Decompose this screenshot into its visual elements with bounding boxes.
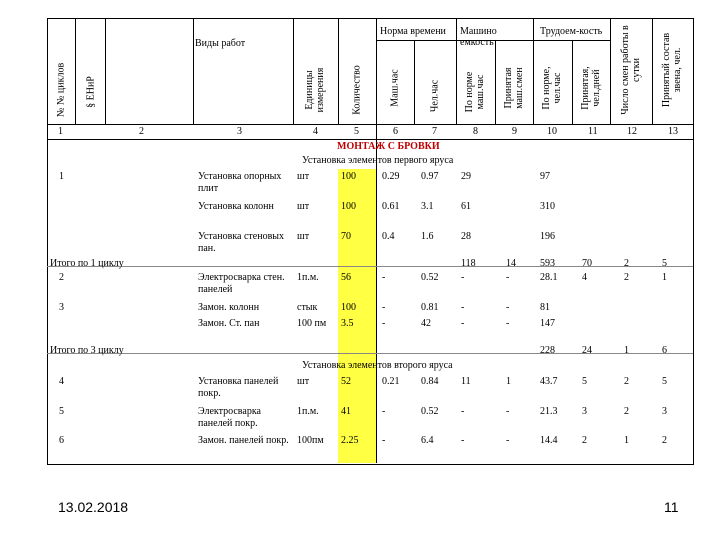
cell-work: Замон. панелей покр. [198, 435, 289, 446]
cell-mnorm: 29 [461, 171, 471, 182]
cell-mash: - [382, 406, 386, 417]
header-labor-norm: По норме, чел.час [541, 66, 563, 110]
cell-smen: 2 [624, 376, 629, 387]
colnum-8: 8 [473, 126, 478, 137]
colnum-7: 7 [432, 126, 437, 137]
cell-mprin: - [506, 318, 510, 329]
cell-chel: 0.84 [421, 376, 439, 387]
cell-tprin: 2 [582, 435, 587, 446]
cell-unit: шт [297, 231, 310, 242]
header-mach-accepted: Принятая маш.смен [503, 67, 525, 109]
cell-mprin: - [506, 272, 510, 283]
cell-smen: 1 [624, 435, 629, 446]
cell-qty: 41 [341, 406, 351, 417]
cell-sostav: 5 [662, 376, 667, 387]
page-number: 11 [664, 499, 679, 515]
cell-cycle: 2 [59, 272, 64, 283]
cell-unit: 100пм [297, 435, 324, 446]
colnum-9: 9 [512, 126, 517, 137]
slide-date: 13.02.2018 [58, 499, 129, 515]
cell-cycle: 4 [59, 376, 64, 387]
cell-unit: 1п.м. [297, 406, 319, 417]
section-title: МОНТАЖ С БРОВКИ [337, 141, 440, 152]
colnum-13: 13 [668, 126, 678, 137]
header-cycle-number: № № циклов [55, 62, 67, 118]
cell-tnorm: 147 [540, 318, 555, 329]
header-units: Единицы измерения [304, 67, 326, 113]
cell-work: Установка колонн [198, 201, 274, 212]
cell-mnorm: - [461, 435, 465, 446]
header-mach-hour: Маш.час [389, 69, 401, 107]
cell-tprin: 5 [582, 376, 587, 387]
cell-mprin: - [506, 302, 510, 313]
header-man-hour: Чел.час [429, 79, 441, 113]
header-time-norm: Норма времени [380, 26, 446, 37]
cell-chel: 0.81 [421, 302, 439, 313]
cell-qty: 3.5 [341, 318, 354, 329]
header-work-types: Виды работ [195, 38, 246, 49]
cell-tnorm: 21.3 [540, 406, 558, 417]
cell-qty: 100 [341, 171, 356, 182]
cell-chel: 3.1 [421, 201, 434, 212]
cell-mash: 0.4 [382, 231, 395, 242]
cell-work: Установка панелей покр. [198, 376, 279, 399]
cell-sostav: 3 [662, 406, 667, 417]
cell-tprin: 4 [582, 272, 587, 283]
cell-tnorm: 14.4 [540, 435, 558, 446]
cell-work: Замон. Ст. пан [198, 318, 260, 329]
colnum-4: 4 [313, 126, 318, 137]
cell-tnorm: 28.1 [540, 272, 558, 283]
colnum-10: 10 [547, 126, 557, 137]
cell-tnorm: 43.7 [540, 376, 558, 387]
cell-mnorm: - [461, 406, 465, 417]
cell-mash: 0.61 [382, 201, 400, 212]
header-labor-accepted: Принятая, чел.дней [580, 66, 602, 110]
cell-mnorm: - [461, 302, 465, 313]
cell-qty: 2.25 [341, 435, 359, 446]
cell-mash: - [382, 272, 386, 283]
cell-qty: 100 [341, 302, 356, 313]
cell-mprin: - [506, 406, 510, 417]
subtitle-second-tier: Установка элементов второго яруса [302, 360, 453, 371]
header-enir: § ЕНиР [85, 76, 97, 108]
cell-cycle: 1 [59, 171, 64, 182]
total-smen: 1 [624, 345, 629, 356]
cell-tnorm: 97 [540, 171, 550, 182]
total-tnorm: 593 [540, 258, 555, 269]
cell-smen: 2 [624, 272, 629, 283]
cell-mash: - [382, 435, 386, 446]
cell-chel: 0.52 [421, 406, 439, 417]
cell-mash: - [382, 318, 386, 329]
cell-chel: 0.52 [421, 272, 439, 283]
total-smen: 2 [624, 258, 629, 269]
cell-sostav: 1 [662, 272, 667, 283]
cell-mprin: - [506, 435, 510, 446]
cell-qty: 52 [341, 376, 351, 387]
header-quantity: Количество [351, 65, 363, 115]
cell-cycle: 5 [59, 406, 64, 417]
total-tprin: 24 [582, 345, 592, 356]
subtitle-first-tier: Установка элементов первого яруса [302, 155, 454, 166]
cell-qty: 56 [341, 272, 351, 283]
colnum-6: 6 [393, 126, 398, 137]
cell-mnorm: - [461, 318, 465, 329]
cell-chel: 42 [421, 318, 431, 329]
cell-sostav: 2 [662, 435, 667, 446]
cell-chel: 1.6 [421, 231, 434, 242]
cell-mnorm: 28 [461, 231, 471, 242]
colnum-3: 3 [237, 126, 242, 137]
cell-mnorm: - [461, 272, 465, 283]
cell-work: Установка стеновых пан. [198, 231, 285, 254]
total-sostav: 6 [662, 345, 667, 356]
total-mprin: 14 [506, 258, 516, 269]
header-mach-norm: По норме маш.час [464, 71, 486, 113]
cell-mash: 0.29 [382, 171, 400, 182]
cell-unit: 1п.м. [297, 272, 319, 283]
cell-cycle: 6 [59, 435, 64, 446]
cell-work: Электросварка панелей покр. [198, 406, 261, 429]
cell-cycle: 3 [59, 302, 64, 313]
cell-mnorm: 61 [461, 201, 471, 212]
cell-tnorm: 310 [540, 201, 555, 212]
colnum-12: 12 [627, 126, 637, 137]
cell-mash: - [382, 302, 386, 313]
cell-unit: шт [297, 201, 310, 212]
cell-chel: 6.4 [421, 435, 434, 446]
header-labor: Трудоем-кость [540, 26, 603, 37]
cell-qty: 70 [341, 231, 351, 242]
cell-chel: 0.97 [421, 171, 439, 182]
quantity-highlight [338, 169, 376, 463]
cell-unit: шт [297, 171, 310, 182]
header-shifts: Число смен работы в сутки [620, 25, 642, 115]
total-mnorm: 118 [461, 258, 476, 269]
total-tnorm: 228 [540, 345, 555, 356]
cell-mnorm: 11 [461, 376, 471, 387]
cell-mprin: 1 [506, 376, 511, 387]
cell-unit: шт [297, 376, 310, 387]
cell-mash: 0.21 [382, 376, 400, 387]
cell-work: Электросварка стен. панелей [198, 272, 285, 295]
total-tprin: 70 [582, 258, 592, 269]
header-crew: Принятый состав звена, чел. [661, 32, 683, 108]
header-machine-capacity: Машино емкость [460, 26, 497, 48]
cell-work: Замон. колонн [198, 302, 260, 313]
colnum-11: 11 [588, 126, 598, 137]
cell-unit: стык [297, 302, 318, 313]
colnum-2: 2 [139, 126, 144, 137]
colnum-1: 1 [58, 126, 63, 137]
cell-smen: 2 [624, 406, 629, 417]
total-label: Итого по 1 циклу [50, 258, 124, 269]
cell-work: Установка опорных плит [198, 171, 282, 194]
total-sostav: 5 [662, 258, 667, 269]
cell-unit: 100 пм [297, 318, 327, 329]
cell-tnorm: 81 [540, 302, 550, 313]
cell-tprin: 3 [582, 406, 587, 417]
total-label: Итого по 3 циклу [50, 345, 124, 356]
cell-qty: 100 [341, 201, 356, 212]
cell-tnorm: 196 [540, 231, 555, 242]
colnum-5: 5 [354, 126, 359, 137]
